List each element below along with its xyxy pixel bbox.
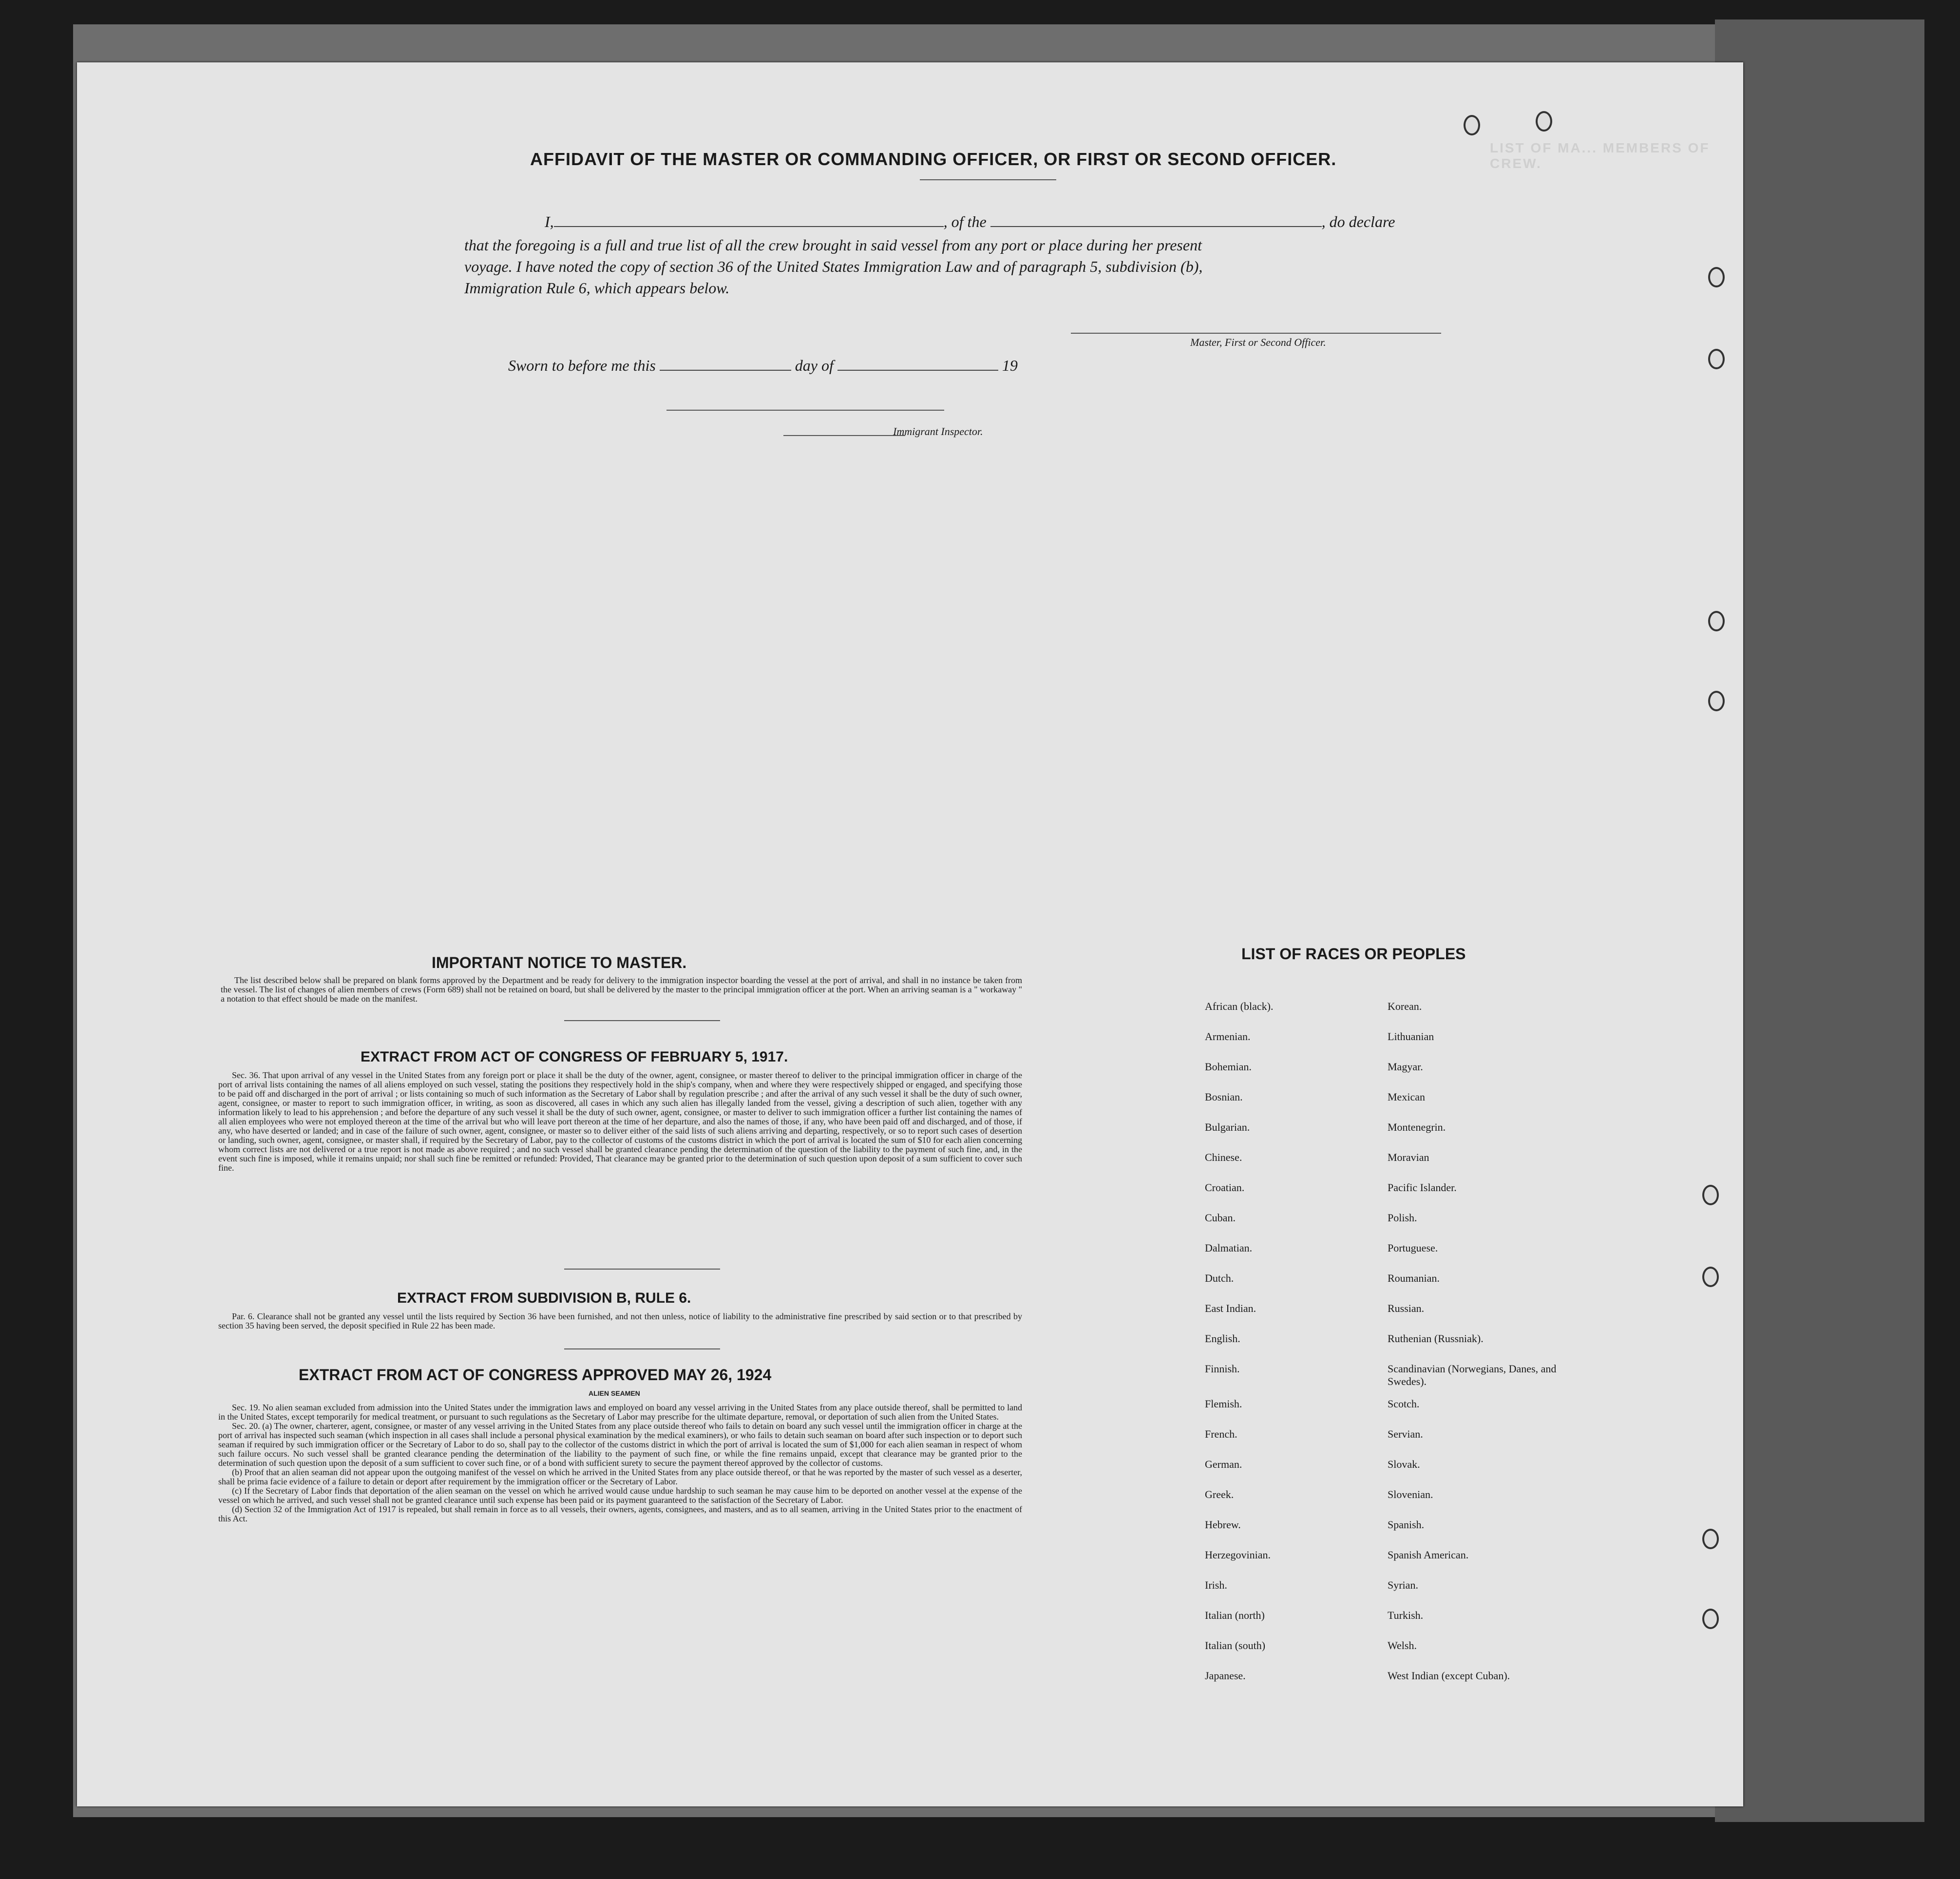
alien-seamen-subtitle: ALIEN SEAMEN [589, 1389, 640, 1397]
affidavit-text-3: Immigration Rule 6, which appears below. [464, 279, 730, 297]
notice-text [221, 976, 1022, 1004]
notice-paragraph: The list described below shall be prepared on blank forms approved by the Department and be ready for delivery to the immigration inspector boarding the vessel at the port of arrival, and shall in no instance be taken from the vessel. The list of changes of alien members of crews (Form 689) shall not be retained on board, but shall be delivered by the master to the principal immigration officer at the port. When an arriving seaman is a " workaway " a notation to that effect should be made on the manifest. [221, 975, 1022, 1004]
vessel-blank [990, 211, 1322, 227]
race-item: Korean. [1388, 1000, 1422, 1012]
extract-rule6-text [218, 1312, 1022, 1330]
race-item: Bulgarian. [1205, 1121, 1250, 1133]
race-item: Spanish. [1388, 1518, 1425, 1531]
races-right-column [1388, 1000, 1573, 1700]
binder-hole [1708, 611, 1725, 631]
sworn-day-blank [660, 355, 791, 371]
race-item: Montenegrin. [1388, 1121, 1446, 1133]
sworn-label: Sworn to before me this [508, 357, 656, 374]
race-item: Spanish American. [1388, 1549, 1469, 1561]
race-item: Dutch. [1205, 1272, 1234, 1284]
affidavit-text-1: that the foregoing is a full and true list of all the crew brought in said vessel from any port or place during her present [464, 236, 1202, 254]
sec19-paragraph: Sec. 19. No alien seaman excluded from admission into the United States under the immigration laws and employed on board any vessel arriving in the United States from any place outside thereof, shall be permitted to land in the United States, except temporarily for medical treatment, or pursuant to such regulations as the Secretary of Labor may prescribe for the ultimate departure, removal, or deportation of such alien from the United States. [218, 1403, 1022, 1422]
affidavit-declaration-line [472, 211, 1475, 232]
extract-1917-text [218, 1071, 1022, 1173]
race-item: Slovenian. [1388, 1488, 1433, 1500]
race-item: Bosnian. [1205, 1091, 1243, 1103]
sec20b-paragraph: (b) Proof that an alien seaman did not appear upon the outgoing manifest of the vessel on which he arrived in the United States from any place outside thereof, or that he was reported by the master of such vessel as a deserter, shall be prima facie evidence of a failure to detain or deport after requirement by the immigration officer or the Secretary of Labor. [218, 1467, 1022, 1486]
race-item: Mexican [1388, 1091, 1425, 1103]
race-item: Greek. [1205, 1488, 1234, 1500]
notice-title: IMPORTANT NOTICE TO MASTER. [432, 954, 687, 971]
extract-1917-paragraph: Sec. 36. That upon arrival of any vessel in the United States from any foreign port or place it shall be the duty of the owner, agent, consignee, or master thereof to deliver to the principal immigration officer in charge of the port of arrival lists containing the names of all aliens employed on such vessel, stating the positions they respectively hold in the ship's company, when and where they were respectively shipped or engaged, and specifying those to be paid off and discharged in the port of arrival ; or lists containing so much of such information as the Secretary of Labor shall by regulation prescribe ; and after the arrival of any such vessel it shall be the duty of such owner, agent, consignee, or master to report to such immigration officer, in writing, as soon as discovered, all cases in which any such alien has illegally landed from the vessel, giving a description of such alien, together with any information likely to lead to his apprehension ; and before the departure of any such vessel it shall be the duty of such owner, agent, consignee, or master to deliver to such immigration officer a further list containing the names of all alien employees who were not employed thereon at the time of the arrival but who will leave port thereon at the time of her departure, and also the names of those, if any, who have been paid off and discharged, and of those, if any, who have deserted or landed; and in case of the failure of such owner, agent, consignee, or master so to deliver either of the said lists of such aliens arriving and departing, respectively, or so to report such cases of desertion or landing, such owner, agent, consignee, or master shall, if required by the Secretary of Labor, pay to the collector of customs of the customs district in which the port of arrival is located the sum of $10 for each alien concerning whom correct lists are not delivered or a true report is not made as above required ; and no such vessel shall be granted clearance pending the determination of the question of the liability to the payment of such fine, and, in the event such fine is imposed, while it remains unpaid; nor shall such fine be remitted or refunded: Provided, That clearance may be granted prior to the determination of such question upon deposit of a sum sufficient to cover such fine. [218, 1070, 1022, 1173]
race-item: East Indian. [1205, 1302, 1256, 1314]
race-item: Slovak. [1388, 1458, 1420, 1470]
race-item: Italian (south) [1205, 1639, 1266, 1651]
affidavit-title: AFFIDAVIT OF THE MASTER OR COMMANDING OFFICER, OR FIRST OR SECOND OFFICER. [530, 149, 1337, 169]
race-item: Servian. [1388, 1428, 1423, 1440]
extract-rule6-paragraph: Par. 6. Clearance shall not be granted any vessel until the lists required by Section 36 have been furnished, and not then unless, notice of liability to the administrative fine prescribed by said section or to that prescribed by section 35 having been served, the deposit specified in Rule 22 has been made. [218, 1311, 1022, 1330]
background-sheet-edge [1715, 19, 1924, 1822]
race-item: Portuguese. [1388, 1242, 1438, 1254]
do-declare-label: , do declare [1321, 213, 1395, 230]
race-item: Turkish. [1388, 1609, 1424, 1621]
name-blank [554, 211, 944, 227]
binder-hole [1702, 1529, 1719, 1549]
affidavit-text-2: voyage. I have noted the copy of section 36 of the United States Immigration Law and of paragraph 5, subdivision (b), [464, 258, 1203, 275]
day-of-label: day of [795, 357, 834, 374]
binder-hole [1536, 111, 1552, 132]
race-item: Hebrew. [1205, 1518, 1241, 1531]
race-item: Russian. [1388, 1302, 1425, 1314]
binder-hole [1708, 691, 1725, 711]
race-item: Polish. [1388, 1212, 1417, 1224]
race-item: Moravian [1388, 1151, 1429, 1163]
races-title: LIST OF RACES OR PEOPLES [1241, 945, 1466, 963]
i-label: I, [545, 213, 554, 230]
race-item: Armenian. [1205, 1030, 1251, 1043]
race-item: Magyar. [1388, 1061, 1423, 1073]
extract-rule6-title: EXTRACT FROM SUBDIVISION B, RULE 6. [397, 1290, 691, 1306]
race-item: Scandinavian (Norwegians, Danes, and Swedes). [1388, 1363, 1557, 1387]
race-item: Bohemian. [1205, 1061, 1252, 1073]
race-item: Roumanian. [1388, 1272, 1440, 1284]
sworn-line [508, 355, 1190, 376]
race-item: Croatian. [1205, 1181, 1245, 1194]
race-item: Finnish. [1205, 1363, 1240, 1375]
race-item: Welsh. [1388, 1639, 1417, 1651]
race-item: Japanese. [1205, 1670, 1246, 1682]
binder-hole [1464, 115, 1480, 135]
inspector-signature-line [666, 410, 944, 411]
race-item: Lithuanian [1388, 1030, 1434, 1043]
document-page [77, 62, 1743, 1806]
binder-hole [1702, 1267, 1719, 1287]
race-item: West Indian (except Cuban). [1388, 1670, 1510, 1682]
sec20a-paragraph: Sec. 20. (a) The owner, charterer, agent, consignee, or master of any vessel arriving in the United States from any place outside thereof who fails to detain on board any such vessel until the immigration officer in charge at the port of arrival has inspected such seaman (which inspection in all cases shall include a personal physical examination by the medical examiners), or who fails to detain such seaman on board after such inspection or to deport such seaman if required by such immigration officer or the Secretary of Labor to do so, shall pay to the collector of the customs district in which the port of arrival is located the sum of $1,000 for each alien seaman in respect of whom such failure occurs. No such vessel shall be granted clearance pending the determination of the liability to the payment of such fine, or while the fine remains unpaid, except that clearance may be granted prior to the determination of such question upon the deposit of a sum sufficient to cover such fine, or of a bond with sufficient surety to secure the payment thereof approved by the collector of customs. [218, 1421, 1022, 1468]
race-item: Irish. [1205, 1579, 1227, 1591]
extract-1924-title: EXTRACT FROM ACT OF CONGRESS APPROVED MAY 26, 1924 [299, 1366, 772, 1384]
section-divider [564, 1348, 720, 1349]
race-item: Cuban. [1205, 1212, 1236, 1224]
race-item: African (black). [1205, 1000, 1274, 1012]
sec20c-paragraph: (c) If the Secretary of Labor finds that deportation of the alien seaman on the vessel on which he arrived would cause undue hardship to such seaman he may cause him to be deported on another vessel at the expense of the vessel on which he arrived, and such vessel shall not be granted clearance until such expense has been paid or its payment guaranteed to the satisfaction of the Secretary of Labor. [218, 1486, 1022, 1505]
title-rule [920, 179, 1056, 180]
race-item: Italian (north) [1205, 1609, 1265, 1621]
of-the-label: , of the [943, 213, 987, 230]
sworn-month-blank [837, 355, 998, 371]
races-left-column [1205, 1000, 1375, 1700]
race-item: English. [1205, 1332, 1240, 1345]
race-item: Scotch. [1388, 1398, 1420, 1410]
race-item: Chinese. [1205, 1151, 1242, 1163]
bleed-through-text: LIST OF MA... MEMBERS OF CREW. [1490, 140, 1710, 171]
extract-1924-text [218, 1403, 1022, 1523]
race-item: Ruthenian (Russniak). [1388, 1332, 1484, 1345]
sec20d-paragraph: (d) Section 32 of the Immigration Act of 1917 is repealed, but shall remain in force as to all vessels, their owners, agents, consignees, and masters, and as to all seamen, arriving in the United States prior to the enactment of this Act. [218, 1504, 1022, 1523]
race-item: German. [1205, 1458, 1242, 1470]
race-item: Flemish. [1205, 1398, 1242, 1410]
extract-1917-title: EXTRACT FROM ACT OF CONGRESS OF FEBRUARY 5, 1917. [361, 1049, 788, 1065]
binder-hole [1708, 267, 1725, 287]
year-label: 19 [1002, 357, 1018, 374]
section-divider [564, 1020, 720, 1021]
master-signature-line [1071, 333, 1441, 334]
binder-hole [1702, 1185, 1719, 1205]
binder-hole [1702, 1609, 1719, 1629]
inspector-line-short [783, 435, 905, 436]
race-item: Dalmatian. [1205, 1242, 1253, 1254]
binder-hole [1708, 349, 1725, 369]
race-item: Syrian. [1388, 1579, 1418, 1591]
master-label: Master, First or Second Officer. [1190, 336, 1326, 348]
race-item: Pacific Islander. [1388, 1181, 1457, 1194]
race-item: French. [1205, 1428, 1237, 1440]
race-item: Herzegovinian. [1205, 1549, 1271, 1561]
inspector-label: Immigrant Inspector. [893, 425, 983, 437]
section-divider [564, 1269, 720, 1270]
